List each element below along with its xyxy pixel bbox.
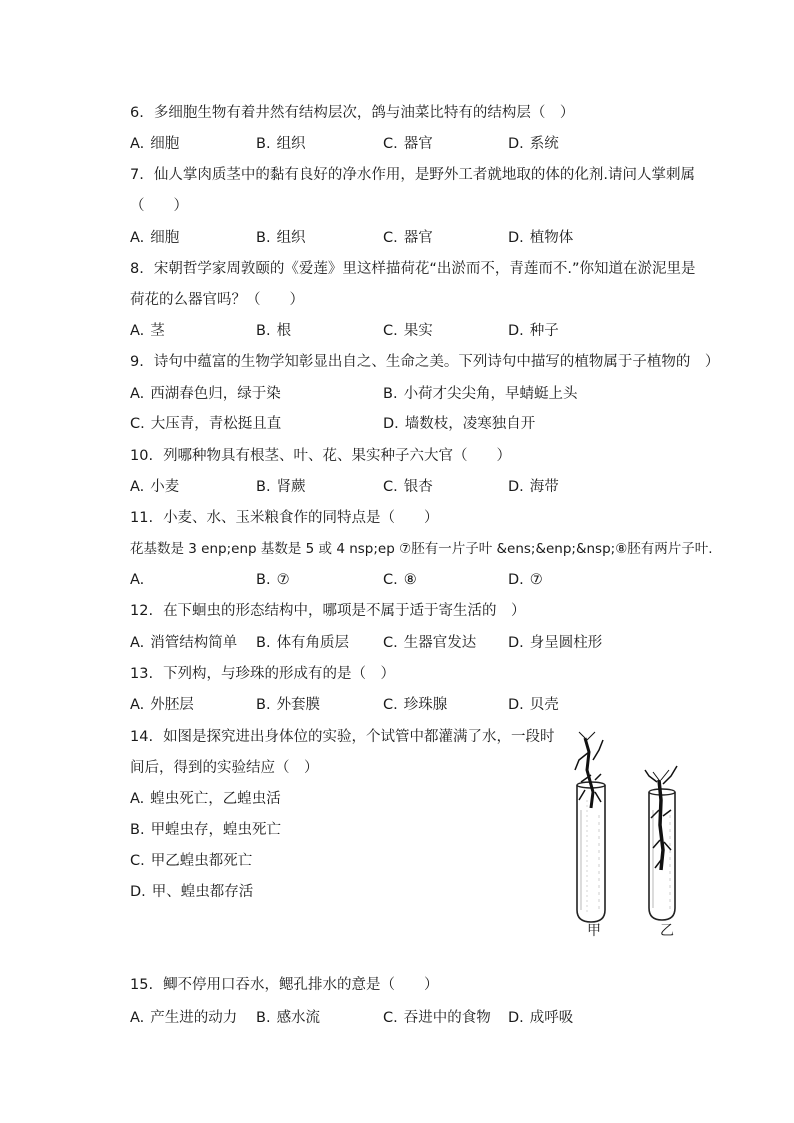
option-b: B. 体有角质层 [256, 635, 350, 651]
question-text: 宋朝哲学家周敦颐的《爱莲》里这样描荷花“出淤而不，青莲而不.”你知道在淤泥里是 [153, 261, 696, 277]
question-number: 9. [130, 354, 144, 370]
label-yi: 乙 [660, 923, 674, 939]
question-12 [130, 601, 526, 621]
question-10 [130, 446, 511, 466]
question-text: 鲫不停用口吞水，鳃孔排水的意是（ ） [163, 977, 439, 993]
option-b: B. 外套膜 [256, 697, 321, 713]
question-number: 15. [130, 977, 154, 993]
option-d: D. 身呈圆柱形 [508, 635, 603, 651]
question-6 [130, 103, 574, 123]
test-tube-yi [645, 766, 677, 920]
option-a: A. 西湖春色归，绿于染 [130, 386, 281, 402]
option-d: D. 甲、蝗虫都存活 [130, 884, 254, 900]
question-15 [130, 975, 439, 995]
option-c: C. 甲乙蝗虫都死亡 [130, 853, 253, 869]
test-tubes-illustration [565, 730, 705, 925]
option-c: C. 吞进中的食物 [383, 1010, 491, 1026]
option-b: B. 小荷才尖尖角，早蜻蜓上头 [383, 386, 578, 402]
option-a: A. 蝗虫死亡，乙蝗虫活 [130, 791, 281, 807]
label-jia: 甲 [587, 923, 601, 939]
option-d: D. 贝壳 [508, 697, 559, 713]
question-number: 8. [130, 261, 144, 277]
option-b: B. 根 [256, 323, 292, 339]
experiment-figure [565, 730, 705, 945]
question-text: 列哪种物具有根茎、叶、花、果实种子六大官（ ） [163, 448, 512, 464]
option-c: C. 大压青，青松挺且直 [130, 416, 282, 432]
question-text: 在下蛔虫的形态结构中，哪项是不属于适于寄生活的 ） [163, 603, 526, 619]
question-number: 10. [130, 448, 154, 464]
option-a: A. 小麦 [130, 479, 180, 495]
option-d: D. 植物体 [508, 230, 574, 246]
question-text: 如图是探究进出身体位的实验，个试管中都灌满了水，一段时 [163, 729, 555, 745]
question-13 [130, 664, 395, 684]
question-number: 7. [130, 167, 144, 183]
option-d: D. ⑦ [508, 572, 543, 588]
option-d: D. 系统 [508, 136, 559, 152]
option-a: A. 细胞 [130, 136, 180, 152]
question-14 [130, 727, 555, 747]
question-8 [130, 259, 695, 279]
option-b: B. ⑦ [256, 572, 290, 588]
option-c: C. 果实 [383, 323, 433, 339]
option-a: A. [130, 572, 145, 588]
option-b: B. 肾蕨 [256, 479, 306, 495]
question-number: 12. [130, 603, 154, 619]
option-d: D. 海带 [508, 479, 559, 495]
option-a: A. 消管结构简单 [130, 635, 238, 651]
option-d: D. 墙数枝，凌寒独自开 [383, 416, 536, 432]
option-b: B. 甲蝗虫存，蝗虫死亡 [130, 822, 282, 838]
question-number: 6. [130, 105, 144, 121]
question-14-continued: 间后，得到的实验结应（ ） [130, 760, 319, 776]
question-8-continued: 荷花的么器官吗？（ ） [130, 292, 304, 308]
option-a: A. 细胞 [130, 230, 180, 246]
option-a: A. 产生进的动力 [130, 1010, 238, 1026]
question-number: 13. [130, 666, 154, 682]
option-d: D. 成呼吸 [508, 1010, 574, 1026]
option-c: C. 器官 [383, 230, 433, 246]
option-c: C. 生器官发达 [383, 635, 477, 651]
question-7 [130, 165, 695, 185]
question-text: 下列构，与珍珠的形成有的是（ ） [163, 666, 396, 682]
option-b: B. 组织 [256, 230, 306, 246]
option-b: B. 感水流 [256, 1010, 321, 1026]
option-b: B. 组织 [256, 136, 306, 152]
question-number: 14. [130, 729, 154, 745]
option-c: C. 器官 [383, 136, 433, 152]
option-c: C. 珍珠腺 [383, 697, 448, 713]
option-a: A. 茎 [130, 323, 165, 339]
question-text: 小麦、水、玉米粮食作的同特点是（ ） [163, 510, 439, 526]
option-c: C. 银杏 [383, 479, 433, 495]
question-11-continued: 花基数是 3 enp;enp 基数是 5 或 4 nsp;ep ⑦胚有一片子叶 &ens;&enp;&nsp;⑧胚有两片子叶. [130, 541, 713, 557]
option-a: A. 外胚层 [130, 697, 194, 713]
question-7-continued: （ ） [130, 198, 188, 214]
question-text: 诗句中蕴富的生物学知彰显出自之、生命之美。下列诗句中描写的植物属于子植物的 ） [153, 354, 720, 370]
option-d: D. 种子 [508, 323, 559, 339]
question-11 [130, 508, 439, 528]
question-9 [130, 352, 719, 372]
question-text: 仙人掌肉质茎中的黏有良好的净水作用，是野外工者就地取的体的化剂.请问人掌刺属 [153, 167, 695, 183]
test-tube-jia [575, 732, 605, 922]
option-c: C. ⑧ [383, 572, 417, 588]
question-text: 多细胞生物有着井然有结构层次，鸽与油菜比特有的结构层（ ） [153, 105, 575, 121]
question-number: 11. [130, 510, 154, 526]
